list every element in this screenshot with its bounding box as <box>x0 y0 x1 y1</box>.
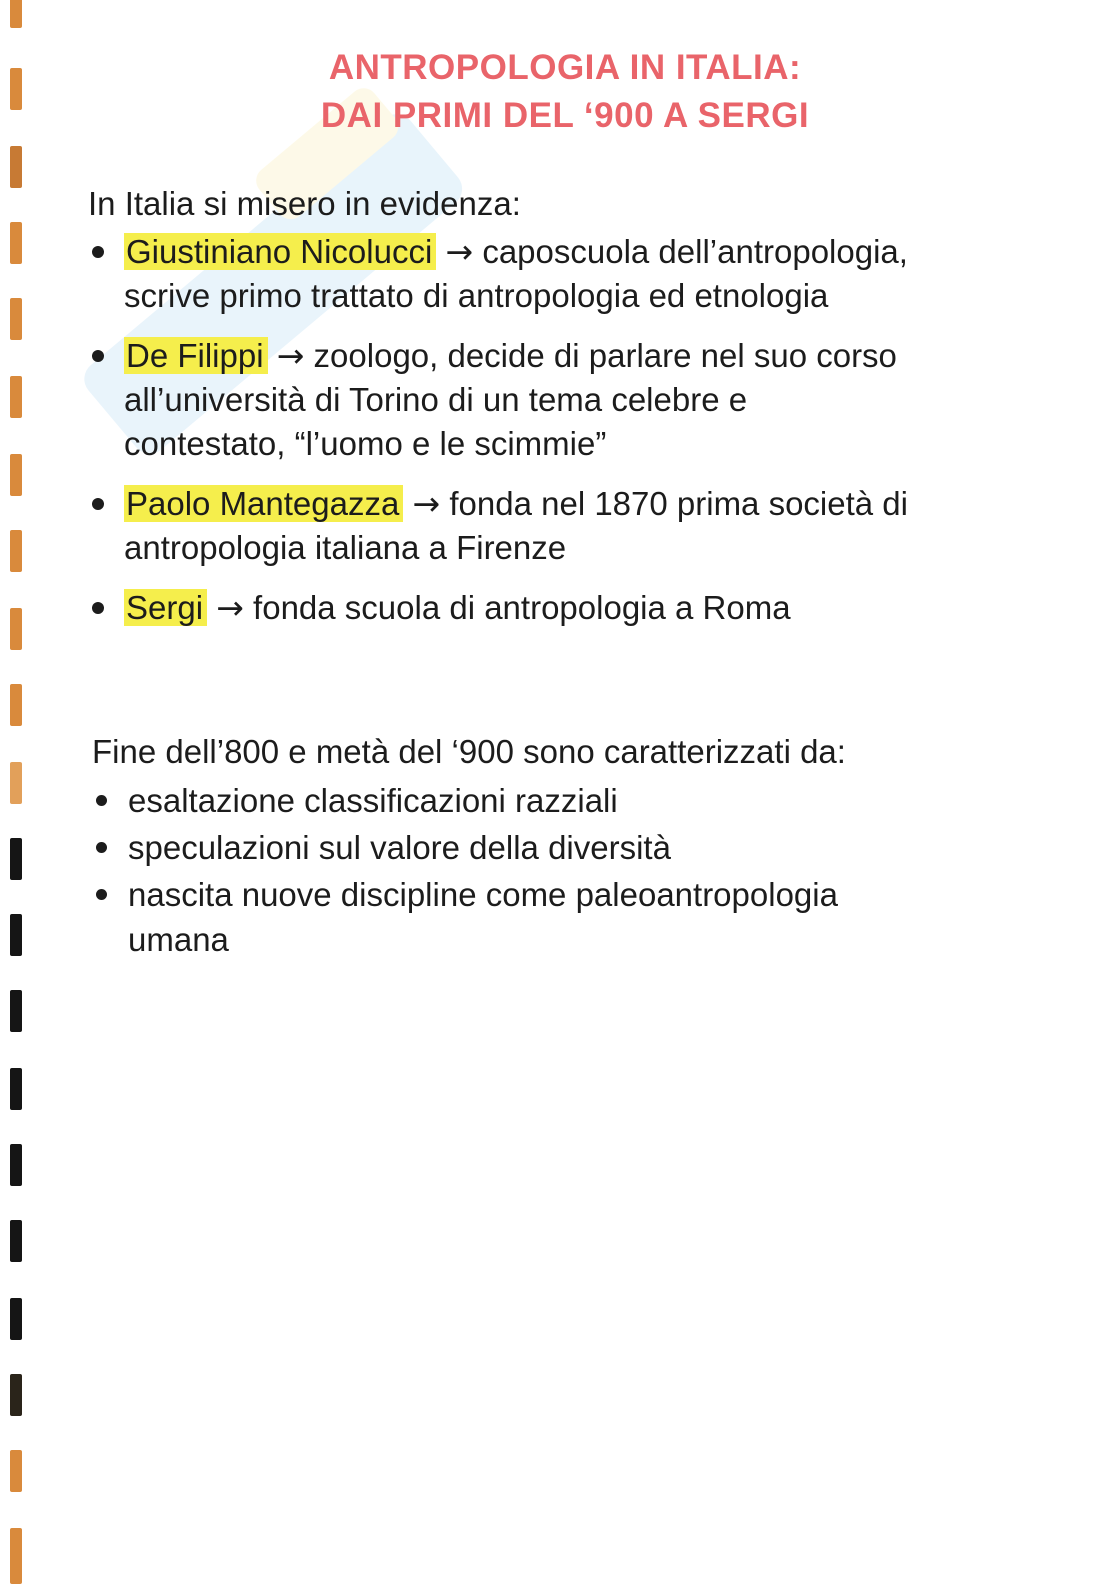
item-text: antropologia italiana a Firenze <box>124 529 567 566</box>
bullet-icon <box>96 842 107 853</box>
list-item <box>88 586 1078 630</box>
section-1-intro: In Italia si misero in evidenza: <box>88 185 521 222</box>
item-text: zoologo, decide di parlare nel suo corso <box>313 337 897 374</box>
binder-hole <box>10 608 22 650</box>
item-text: speculazioni sul valore della diversità <box>128 829 671 866</box>
binder-hole <box>10 1068 22 1110</box>
section-2-list <box>92 778 1082 962</box>
bullet-icon <box>92 602 104 614</box>
binder-holes <box>10 0 24 1578</box>
item-text: all’università di Torino di un tema celebre e <box>124 381 748 418</box>
item-text: contestato, “l’uomo e le scimmie” <box>124 425 607 462</box>
highlighted-name: Sergi <box>124 589 207 626</box>
item-text: fonda nel 1870 prima società di <box>449 485 908 522</box>
binder-hole <box>10 454 22 496</box>
binder-hole <box>10 0 22 28</box>
binder-hole <box>10 684 22 726</box>
binder-hole <box>10 838 22 880</box>
arrow-right-icon: → <box>276 336 305 375</box>
item-text: umana <box>128 921 229 958</box>
section-1-list <box>88 230 1078 630</box>
highlighted-name: Paolo Mantegazza <box>124 485 403 522</box>
binder-hole <box>10 376 22 418</box>
bullet-icon <box>92 350 104 362</box>
bullet-icon <box>92 498 104 510</box>
item-text: caposcuola dell’antropologia, <box>482 233 908 270</box>
list-item <box>92 825 1082 870</box>
binder-hole <box>10 298 22 340</box>
binder-hole <box>10 762 22 804</box>
list-item <box>92 872 1082 962</box>
item-text: esaltazione classificazioni razziali <box>128 782 618 819</box>
binder-hole <box>10 914 22 956</box>
section-2-intro: Fine dell’800 e metà del ‘900 sono caratterizzati da: <box>92 733 846 770</box>
page-title-line-2: DAI PRIMI DEL ‘900 A SERGI <box>320 96 810 135</box>
list-item <box>88 482 1078 570</box>
list-item <box>92 778 1082 823</box>
list-item <box>88 230 1078 318</box>
item-text: fonda scuola di antropologia a Roma <box>253 589 791 626</box>
bullet-icon <box>92 246 104 258</box>
binder-hole <box>10 222 22 264</box>
binder-hole <box>10 1298 22 1340</box>
highlighted-name: De Filippi <box>124 337 268 374</box>
binder-hole <box>10 1450 22 1492</box>
binder-hole <box>10 990 22 1032</box>
binder-hole <box>10 1220 22 1262</box>
binder-hole <box>10 146 22 188</box>
list-item <box>88 334 1078 466</box>
bullet-icon <box>96 889 107 900</box>
bullet-icon <box>96 795 107 806</box>
binder-hole <box>10 1374 22 1416</box>
arrow-right-icon: → <box>445 232 474 271</box>
binder-hole <box>10 1528 22 1584</box>
binder-hole <box>10 1144 22 1186</box>
arrow-right-icon: → <box>216 588 244 627</box>
item-text: scrive primo trattato di antropologia ed etnologia <box>124 277 829 314</box>
binder-hole <box>10 530 22 572</box>
page-title-line-1: ANTROPOLOGIA IN ITALIA: <box>328 48 802 87</box>
item-text: nascita nuove discipline come paleoantropologia <box>128 876 838 913</box>
highlighted-name: Giustiniano Nicolucci <box>124 233 436 270</box>
arrow-right-icon: → <box>412 484 441 523</box>
